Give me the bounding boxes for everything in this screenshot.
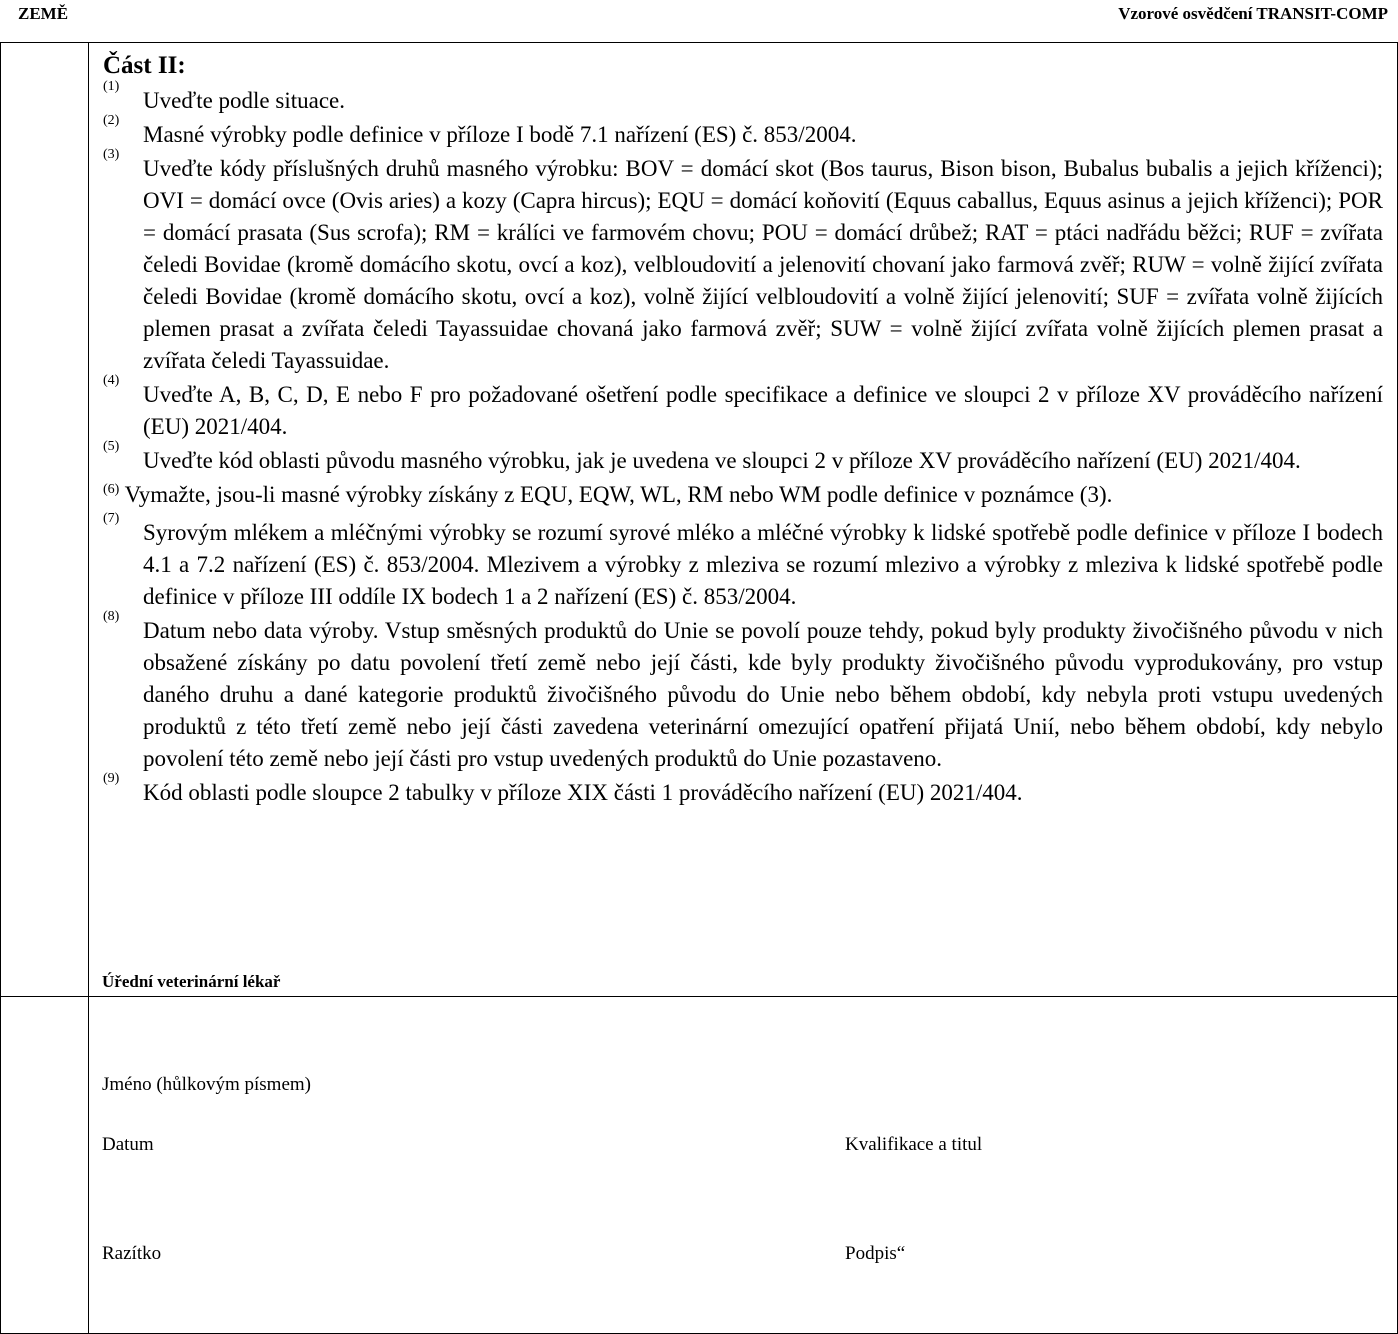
note-marker: (6) xyxy=(103,482,120,497)
column-divider xyxy=(88,43,89,1333)
note-6 xyxy=(103,479,1383,515)
note-marker: (5) xyxy=(103,439,120,454)
note-text: Uveďte A, B, C, D, E nebo F pro požadované ošetření podle specifikace a definice ve sloupci 2 v příloze XV prováděcího nařízení (EU) 2021/404. xyxy=(143,382,1383,439)
note-text: Kód oblasti podle sloupce 2 tabulky v příloze XIX části 1 prováděcího nařízení (EU) 2021/404. xyxy=(143,780,1023,805)
stamp-label: Razítko xyxy=(102,1243,162,1264)
note-7 xyxy=(103,511,1383,613)
official-veterinarian-title: Úřední veterinární lékař xyxy=(102,972,281,991)
header-certificate-title: Vzorové osvědčení TRANSIT-COMP xyxy=(1118,4,1388,23)
note-text: Uveďte kódy příslušných druhů masného výrobku: BOV = domácí skot (Bos taurus, Bison bison, Bubalus bubalis a jejich kříženci); OVI = domácí ovce (Ovis aries) a kozy (Capra hircus); EQU = domácí koňovití (Equus caballus, Equus asinus a jejich kříženci); POR = domácí prasata (Sus scrofa); RM = králíci ve farmovém chovu; POU = domácí drůbež; RAT = ptáci nadřádu běžci; RUF = zvířata čeledi Bovidae (kromě domácího skotu, ovcí a koz), velbloudovití a jelenovití chovaní jako farmová zvěř; RUW = volně žijící zvířata čeledi Bovidae (kromě domácího skotu, ovcí a koz), volně žijící velbloudovití a volně žijící jelenovití; SUF = zvířata volně žijících plemen prasat a zvířata čeledi Tayassuidae chovaná jako farmová zvěř; SUW = volně žijící zvířata volně žijících plemen prasat a zvířata čeledi Tayassuidae. xyxy=(143,156,1383,373)
note-text: Datum nebo data výroby. Vstup směsných produktů do Unie se povolí pouze tehdy, pokud byly produkty živočišného původu v nich obsažené získány po datu povolení třetí země nebo její části, kde byly produkty živočišného původu vyprodukovány, pro vstup daného druhu a dané kategorie produktů živočišného původu do Unie nebo během období, kdy nebyla proti vstupu uvedených produktů z této třetí země nebo její části zavedena veterinární omezující opatření přijatá Unií, nebo během období, kdy nebylo povolení této země nebo její části pro vstup uvedených produktů do Unie pozastaveno. xyxy=(143,618,1383,771)
note-text: Uveďte kód oblasti původu masného výrobku, jak je uvedena ve sloupci 2 v příloze XV prováděcího nařízení (EU) 2021/404. xyxy=(143,448,1301,473)
note-marker: (4) xyxy=(103,373,120,388)
note-marker: (7) xyxy=(103,511,120,526)
signature-label: Podpis“ xyxy=(845,1243,906,1264)
note-text: Vymažte, jsou-li masné výrobky získány z EQU, EQW, WL, RM nebo WM podle definice v poznámce (3). xyxy=(124,482,1113,507)
note-8 xyxy=(103,609,1383,775)
note-text: Masné výrobky podle definice v příloze I bodě 7.1 nařízení (ES) č. 853/2004. xyxy=(143,122,857,147)
note-marker: (2) xyxy=(103,113,120,128)
note-3 xyxy=(103,147,1383,377)
certificate-frame xyxy=(0,42,1398,1334)
note-marker: (3) xyxy=(103,147,120,162)
notes-title: Část II: xyxy=(103,52,186,79)
name-label: Jméno (hůlkovým písmem) xyxy=(102,1074,311,1095)
qualification-label: Kvalifikace a titul xyxy=(845,1134,983,1155)
note-4 xyxy=(103,373,1383,443)
header-country: ZEMĚ xyxy=(18,4,69,23)
note-marker: (8) xyxy=(103,609,120,624)
note-1 xyxy=(103,79,1383,117)
note-9 xyxy=(103,771,1383,809)
note-text: Uveďte podle situace. xyxy=(143,88,345,113)
note-text: Syrovým mlékem a mléčnými výrobky se rozumí syrové mléko a mléčné výrobky k lidské spotřebě podle definice v příloze I bodech 4.1 a 7.2 nařízení (ES) č. 853/2004. Mlezivem a výrobky z mleziva se rozumí mlezivo a výrobky z mleziva k lidské spotřebě podle definice v příloze III oddíle IX bodech 1 a 2 nařízení (ES) č. 853/2004. xyxy=(143,520,1383,609)
note-5 xyxy=(103,439,1383,477)
section-divider xyxy=(1,996,1397,997)
note-2 xyxy=(103,113,1383,151)
note-marker: (9) xyxy=(103,771,120,786)
note-marker: (1) xyxy=(103,79,120,94)
date-label: Datum xyxy=(102,1134,154,1155)
notes-section xyxy=(103,49,1383,809)
